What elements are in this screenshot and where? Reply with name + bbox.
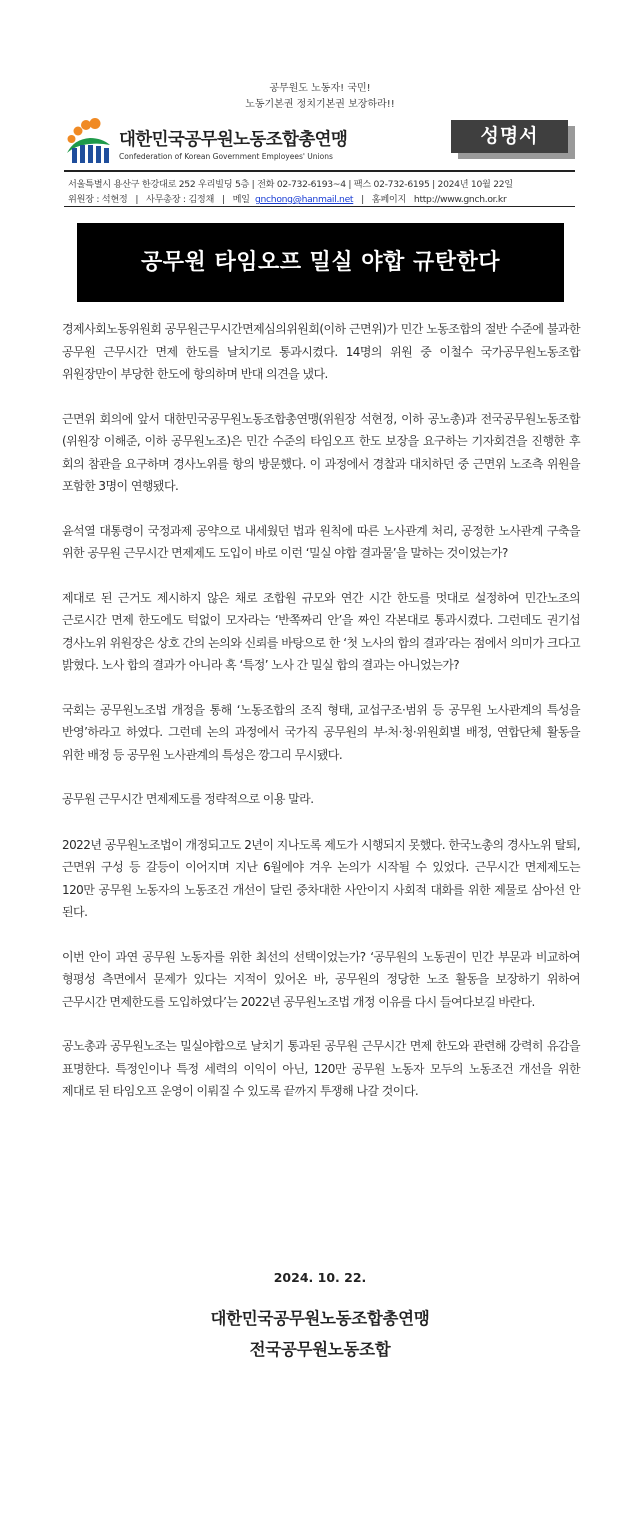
paragraph: 공무원 근무시간 면제제도를 정략적으로 이용 말라. [62,792,314,806]
paragraph: 국회는 공무원노조법 개정을 통해 ‘노동조합의 조직 형태, 교섭구조·범위 등 공무원 노사관계의 특성을 반영’하라고 하였다. 그런데 논의 과정에서 국가직 공무원의 부·처·청·위원회별 배정, 연합단체 활동을 위한 배정 등 공무원 노사관계의 특성은 깡그리 무시됐다. [62,702,580,762]
paragraph: 근면위 회의에 앞서 대한민국공무원노동조합총연맹(위원장 석현정, 이하 공노총)과 전국공무원노동조합(위원장 이해준, 이하 공무원노조)은 민간 수준의 타임오프 한도 보장을 요구하는 기자회견을 진행한 후 회의 참관을 요구하며 경사노위를 항의 방문했다. 이 과정에서 경찰과 대치하던 중 근면위 노조측 위원을 포함한 3명이 연행됐다. [62,411,580,493]
contact-people-line [68,191,578,205]
paragraph: 윤석열 대통령이 국정과제 공약으로 내세웠던 법과 원칙에 따른 노사관계 처리, 공정한 노사관계 구축을 위한 공무원 근무시간 면제제도 도입이 바로 이런 ‘밀실 야합 결과물’을 말하는 것이었는가? [62,523,580,560]
paragraph: 경제사회노동위원회 공무원근무시간면제심의위원회(이하 근면위)가 민간 노동조합의 절반 수준에 불과한 공무원 근무시간 면제 한도를 날치기로 통과시켰다. 14명의 위원 중 이철수 국가공무원노동조합 위원장만이 부당한 한도에 항의하며 반대 의견을 냈다. [62,322,580,381]
contact-officers: 위원장 : 석현정 | 사무총장 : 김정채 | 메일 [68,194,255,205]
org-name-korean: 대한민국공무원노동조합총연맹 [119,130,348,150]
statement-title: 공무원 타임오프 밀실 야합 규탄한다 [77,223,564,302]
paragraph: 이번 안이 과연 공무원 노동자를 위한 최선의 선택이었는가? ‘공무원의 노동권이 민간 부문과 비교하여 형평성 측면에서 문제가 있다는 지적이 있어온 바, 공무원의 정당한 노조 활동을 보장하기 위하여 근무시간 면제한도를 도입하였다’는 2022년 공무원노조법 개정 이유를 다시 들여다보길 바란다. [62,949,580,1009]
statement-body [62,318,580,1125]
statement-date: 2024. 10. 22. [273,1270,367,1285]
header-rule-top [64,170,575,172]
slogan-line-1: 공무원도 노동자! 국민! [269,83,371,94]
union-emblem-icon [64,117,114,167]
paragraph: 공노총과 공무원노조는 밀실야합으로 날치기 통과된 공무원 근무시간 면제 한도와 관련해 강력히 유감을 표명한다. 특정인이나 특정 세력의 이익이 아닌, 120만 공무원 노동자 모두의 노동조건 개선을 위한 제대로 된 타임오프 운영이 이뤄질 수 있도록 끝까지 투쟁해 나갈 것이다. [62,1039,580,1098]
slogan-line-2: 노동기본권 정치기본권 보장하라!! [245,99,395,110]
statement-label: 성명서 [451,120,568,153]
union-logo [64,117,404,167]
org-name-english: Confederation of Korean Government Employees' Unions [119,152,333,161]
signer-confederation: 대한민국공무원노동조합총연맹 [210,1309,430,1328]
paragraph: 2022년 공무원노조법이 개정되고도 2년이 지나도록 제도가 시행되지 못했다. 한국노총의 경사노위 탈퇴, 근면위 구성 등 갈등이 이어지며 지난 6월에야 겨우 논의가 시작될 수 있었다. 근무시간 면제제도는 120만 공무원 노동자의 노동조건 개선이 달린 중차대한 사안이지 사회적 대화를 위한 제물로 삼아선 안 된다. [62,837,580,919]
email-link[interactable]: gnchong@hanmail.net [254,194,354,205]
contact-homepage: | 홈페이지 http://www.gnch.or.kr [353,194,507,205]
contact-address-line: 서울특별시 용산구 한강대로 252 우리빌딩 5층 | 전화 02-732-6193~4 | 팩스 02-732-6195 | 2024년 10월 22일 [68,179,513,190]
header-rule-bottom [64,206,575,207]
signer-union: 전국공무원노동조합 [249,1340,391,1359]
paragraph: 제대로 된 근거도 제시하지 않은 채로 조합원 규모와 연간 시간 한도를 멋대로 설정하여 민간노조의 근로시간 면제 한도에도 턱없이 모자라는 ‘반쪽짜리 안’을 짜인 각본대로 통과시켰다. 그런데도 권기섭 경사노위 위원장은 상호 간의 논의와 신뢰를 바탕으로 한 ‘첫 노사의 합의 결과’라는 점에서 의미가 크다고 밝혔다. 노사 합의 결과가 아니라 혹 ‘특정’ 노사 간 밀실 합의 결과는 아니었는가? [62,590,580,672]
